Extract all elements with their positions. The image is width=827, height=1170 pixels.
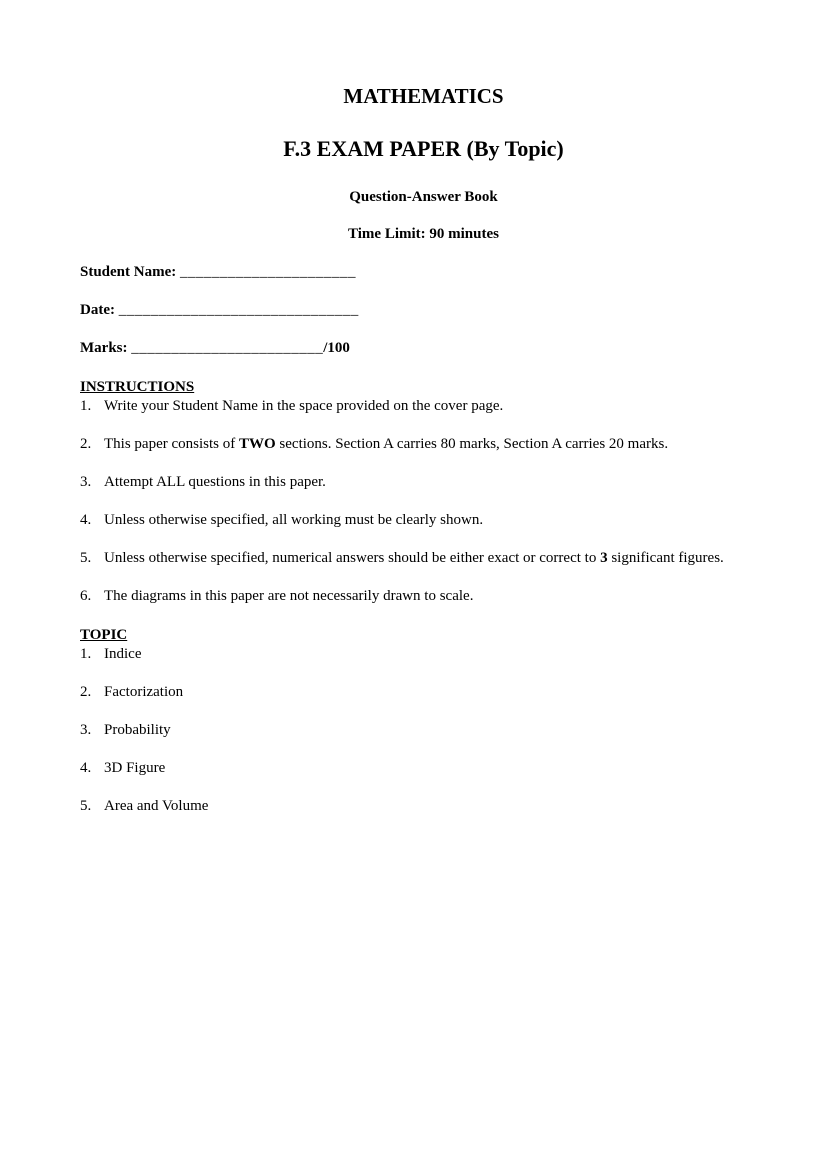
topic-label: Factorization (104, 684, 184, 700)
instruction-number: 1. (80, 398, 92, 414)
instruction-item (80, 549, 767, 568)
instruction-text (104, 473, 767, 492)
instruction-text-pre: This paper consists of (104, 436, 239, 452)
instruction-text-pre: Unless otherwise specified, numerical answers should be either exact or correct to (104, 550, 601, 566)
topic-label: Indice (104, 646, 142, 662)
instruction-item (80, 587, 767, 606)
instruction-text-pre: Write your Student Name in the space provided on the cover page. (104, 398, 504, 414)
instructions-heading: INSTRUCTIONS (80, 379, 195, 395)
instruction-item (80, 435, 767, 454)
marks-label: Marks: (80, 340, 128, 356)
topic-item (80, 683, 767, 702)
page-title: MATHEMATICS (343, 84, 504, 108)
date-field (80, 301, 767, 320)
instruction-item (80, 397, 767, 416)
instruction-text (104, 435, 767, 454)
topic-item (80, 759, 767, 778)
exam-subtitle: F.3 EXAM PAPER (By Topic) (283, 136, 564, 161)
topic-label: Probability (104, 722, 171, 738)
date-blank-line: ______________________________ (118, 302, 359, 318)
instruction-item (80, 511, 767, 530)
instruction-text (104, 397, 767, 416)
student-name-blank-line: ______________________ (180, 264, 356, 280)
marks-total: /100 (323, 340, 350, 356)
topic-number: 1. (80, 646, 92, 662)
topic-item (80, 721, 767, 740)
instruction-number: 5. (80, 550, 92, 566)
student-name-field (80, 263, 767, 282)
student-name-label: Student Name: (80, 264, 177, 280)
instruction-text-bold: 3 (600, 550, 608, 566)
marks-field (80, 339, 767, 358)
time-limit-label: Time Limit: 90 minutes (348, 226, 499, 242)
topic-item (80, 797, 767, 816)
instruction-text-bold: TWO (238, 436, 276, 452)
instruction-number: 4. (80, 512, 92, 528)
instruction-item (80, 473, 767, 492)
book-type-label: Question-Answer Book (349, 189, 498, 205)
instruction-text-pre: Unless otherwise specified, all working must be clearly shown. (104, 512, 484, 528)
topic-number: 2. (80, 684, 92, 700)
instruction-number: 2. (80, 436, 92, 452)
date-label: Date: (80, 302, 115, 318)
topic-label: 3D Figure (104, 760, 166, 776)
topic-number: 5. (80, 798, 92, 814)
topic-item (80, 645, 767, 664)
topic-heading: TOPIC (80, 627, 128, 643)
instruction-text (104, 587, 767, 606)
instruction-text (104, 549, 767, 568)
instruction-number: 3. (80, 474, 92, 490)
marks-blank-line: ________________________ (131, 340, 324, 356)
instruction-number: 6. (80, 588, 92, 604)
instruction-text-pre: Attempt ALL questions in this paper. (104, 474, 326, 490)
instruction-text (104, 511, 767, 530)
topic-label: Area and Volume (104, 798, 209, 814)
instruction-text-pre: The diagrams in this paper are not necessarily drawn to scale. (104, 588, 474, 604)
instruction-text-post: significant figures. (607, 550, 724, 566)
instruction-text-post: sections. Section A carries 80 marks, Section A carries 20 marks. (275, 436, 669, 452)
topic-number: 3. (80, 722, 92, 738)
topic-number: 4. (80, 760, 92, 776)
